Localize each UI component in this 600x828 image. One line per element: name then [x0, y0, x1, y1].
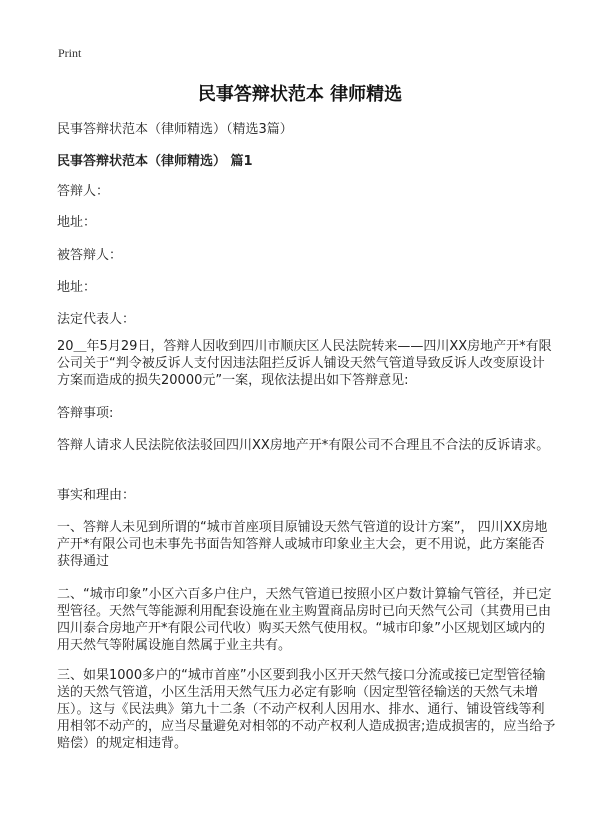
- defendant-field: 被答辩人：: [57, 248, 123, 263]
- print-label[interactable]: Print: [58, 46, 82, 60]
- matters-paragraph: 答辩人请求人民法院依法驳回四川XX房地产开*有限公司不合理且不合法的反诉请求。: [57, 438, 550, 453]
- fact-paragraph-1: 一、答辩人未见到所谓的“城市首座项目原铺设天然气管道的设计方案”， 四川XX房地产开*有限公司也未事先书面告知答辩人或城市印象业主大会，更不用说，此方案能否获得通过: [57, 520, 548, 569]
- matters-label: 答辩事项:: [57, 406, 114, 421]
- fact-paragraph-2: 二、“城市印象”小区六百多户住户，天然气管道已按照小区户数计算输气管径，并已定型管径。天然气等能源利用配套设施在业主购置商品房时已向天然气公司（其费用已由四川泰合房地产开*有限公司代收）购买天然气使用权。“城市印象”小区规划区域内的用天然气等附属设施自然属于业主共有。: [57, 587, 552, 653]
- fact-paragraph-3: 三、如果1000多户的“城市首座”小区要到我小区开天然气接口分流或接已定型管径输送的天然气管道，小区生活用天然气压力必定有影响（因定型管径输送的天然气未增压）。这与《民法典》第九十二条（不动产权利人因用水、排水、通行、铺设管线等利用相邻不动产的，应当尽量避免对相邻的不动产权利人造成损害;造成损害的，应当给予赔偿）的规定相违背。: [57, 668, 556, 751]
- section-heading: 民事答辩状范本（律师精选） 篇1: [57, 154, 253, 169]
- defendant-address-field: 地址：: [57, 280, 97, 295]
- respondent-field: 答辩人：: [57, 184, 110, 199]
- document-title: 民事答辩状范本 律师精选: [197, 84, 403, 105]
- facts-label: 事实和理由：: [57, 488, 136, 503]
- respondent-address-field: 地址：: [57, 215, 97, 230]
- document-subtitle: 民事答辩状范本（律师精选）（精选3篇）: [57, 122, 293, 137]
- intro-paragraph: 20＿年5月29日，答辩人因收到四川市顺庆区人民法院转来——四川XX房地产开*有限公司关于“判令被反诉人支付因违法阻拦反诉人铺设天然气管道导致反诉人改变原设计方案而造成的损失20000元”一案，现依法提出如下答辩意见:: [57, 339, 552, 388]
- legal-representative-field: 法定代表人：: [57, 312, 136, 327]
